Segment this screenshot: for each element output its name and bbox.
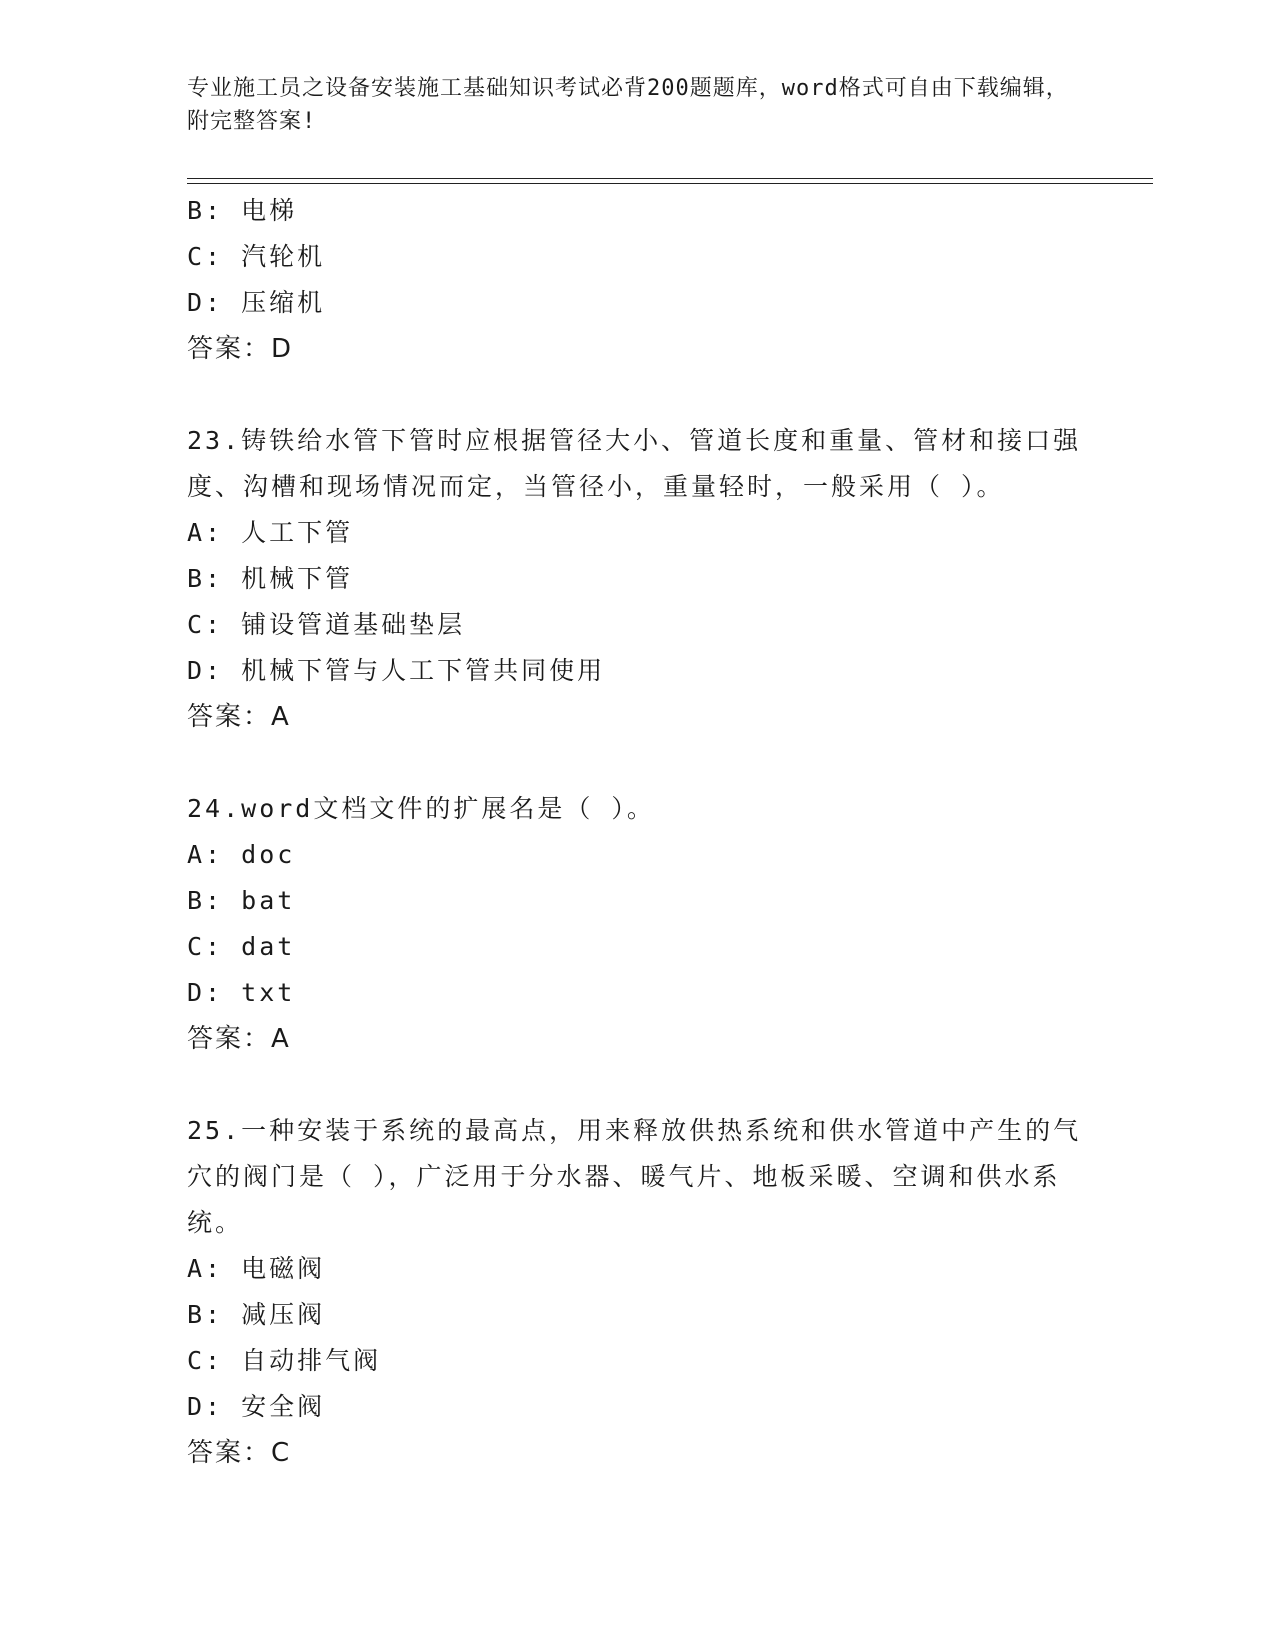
answer-line: 答案：D [187, 334, 294, 364]
option-b: B: bat [187, 886, 296, 915]
question-list [187, 188, 1087, 1476]
question-text: 23.铸铁给水管下管时应根据管径大小、管道长度和重量、管材和接口强度、沟槽和现场情况而定，当管径小，重量轻时，一般采用（ ）。 [187, 426, 1082, 501]
previous-question-tail [187, 188, 1087, 372]
option-c: C: 铺设管道基础垫层 [187, 610, 466, 639]
question-item [187, 1108, 1087, 1476]
question-text: 25.一种安装于系统的最高点，用来释放供热系统和供水管道中产生的气穴的阀门是（ ），广泛用于分水器、暖气片、地板采暖、空调和供水系统。 [187, 1116, 1082, 1237]
question-item [187, 786, 1087, 1062]
option-b: B: 机械下管 [187, 564, 354, 593]
document-header: 专业施工员之设备安装施工基础知识考试必背200题题库，word格式可自由下载编辑，附完整答案! [187, 76, 1069, 134]
option-c: C: 自动排气阀 [187, 1346, 382, 1375]
option-c: C: 汽轮机 [187, 242, 326, 271]
question-item [187, 418, 1087, 740]
option-b: B: 减压阀 [187, 1300, 326, 1329]
option-b: B: 电梯 [187, 196, 298, 225]
spacer [187, 1062, 1087, 1108]
answer-line: 答案：C [187, 1438, 292, 1468]
option-d: D: 安全阀 [187, 1392, 326, 1421]
option-a: A: doc [187, 840, 296, 869]
option-d: D: 压缩机 [187, 288, 326, 317]
question-text: 24.word文档文件的扩展名是（ ）。 [187, 794, 655, 823]
header-divider-bottom [187, 183, 1153, 184]
option-d: D: txt [187, 978, 296, 1007]
spacer [187, 372, 1087, 418]
answer-line: 答案：A [187, 1024, 291, 1054]
option-a: A: 电磁阀 [187, 1254, 326, 1283]
option-a: A: 人工下管 [187, 518, 354, 547]
option-d: D: 机械下管与人工下管共同使用 [187, 656, 606, 685]
spacer [187, 740, 1087, 786]
answer-line: 答案：A [187, 702, 291, 732]
header-divider-top [187, 178, 1153, 179]
option-c: C: dat [187, 932, 296, 961]
